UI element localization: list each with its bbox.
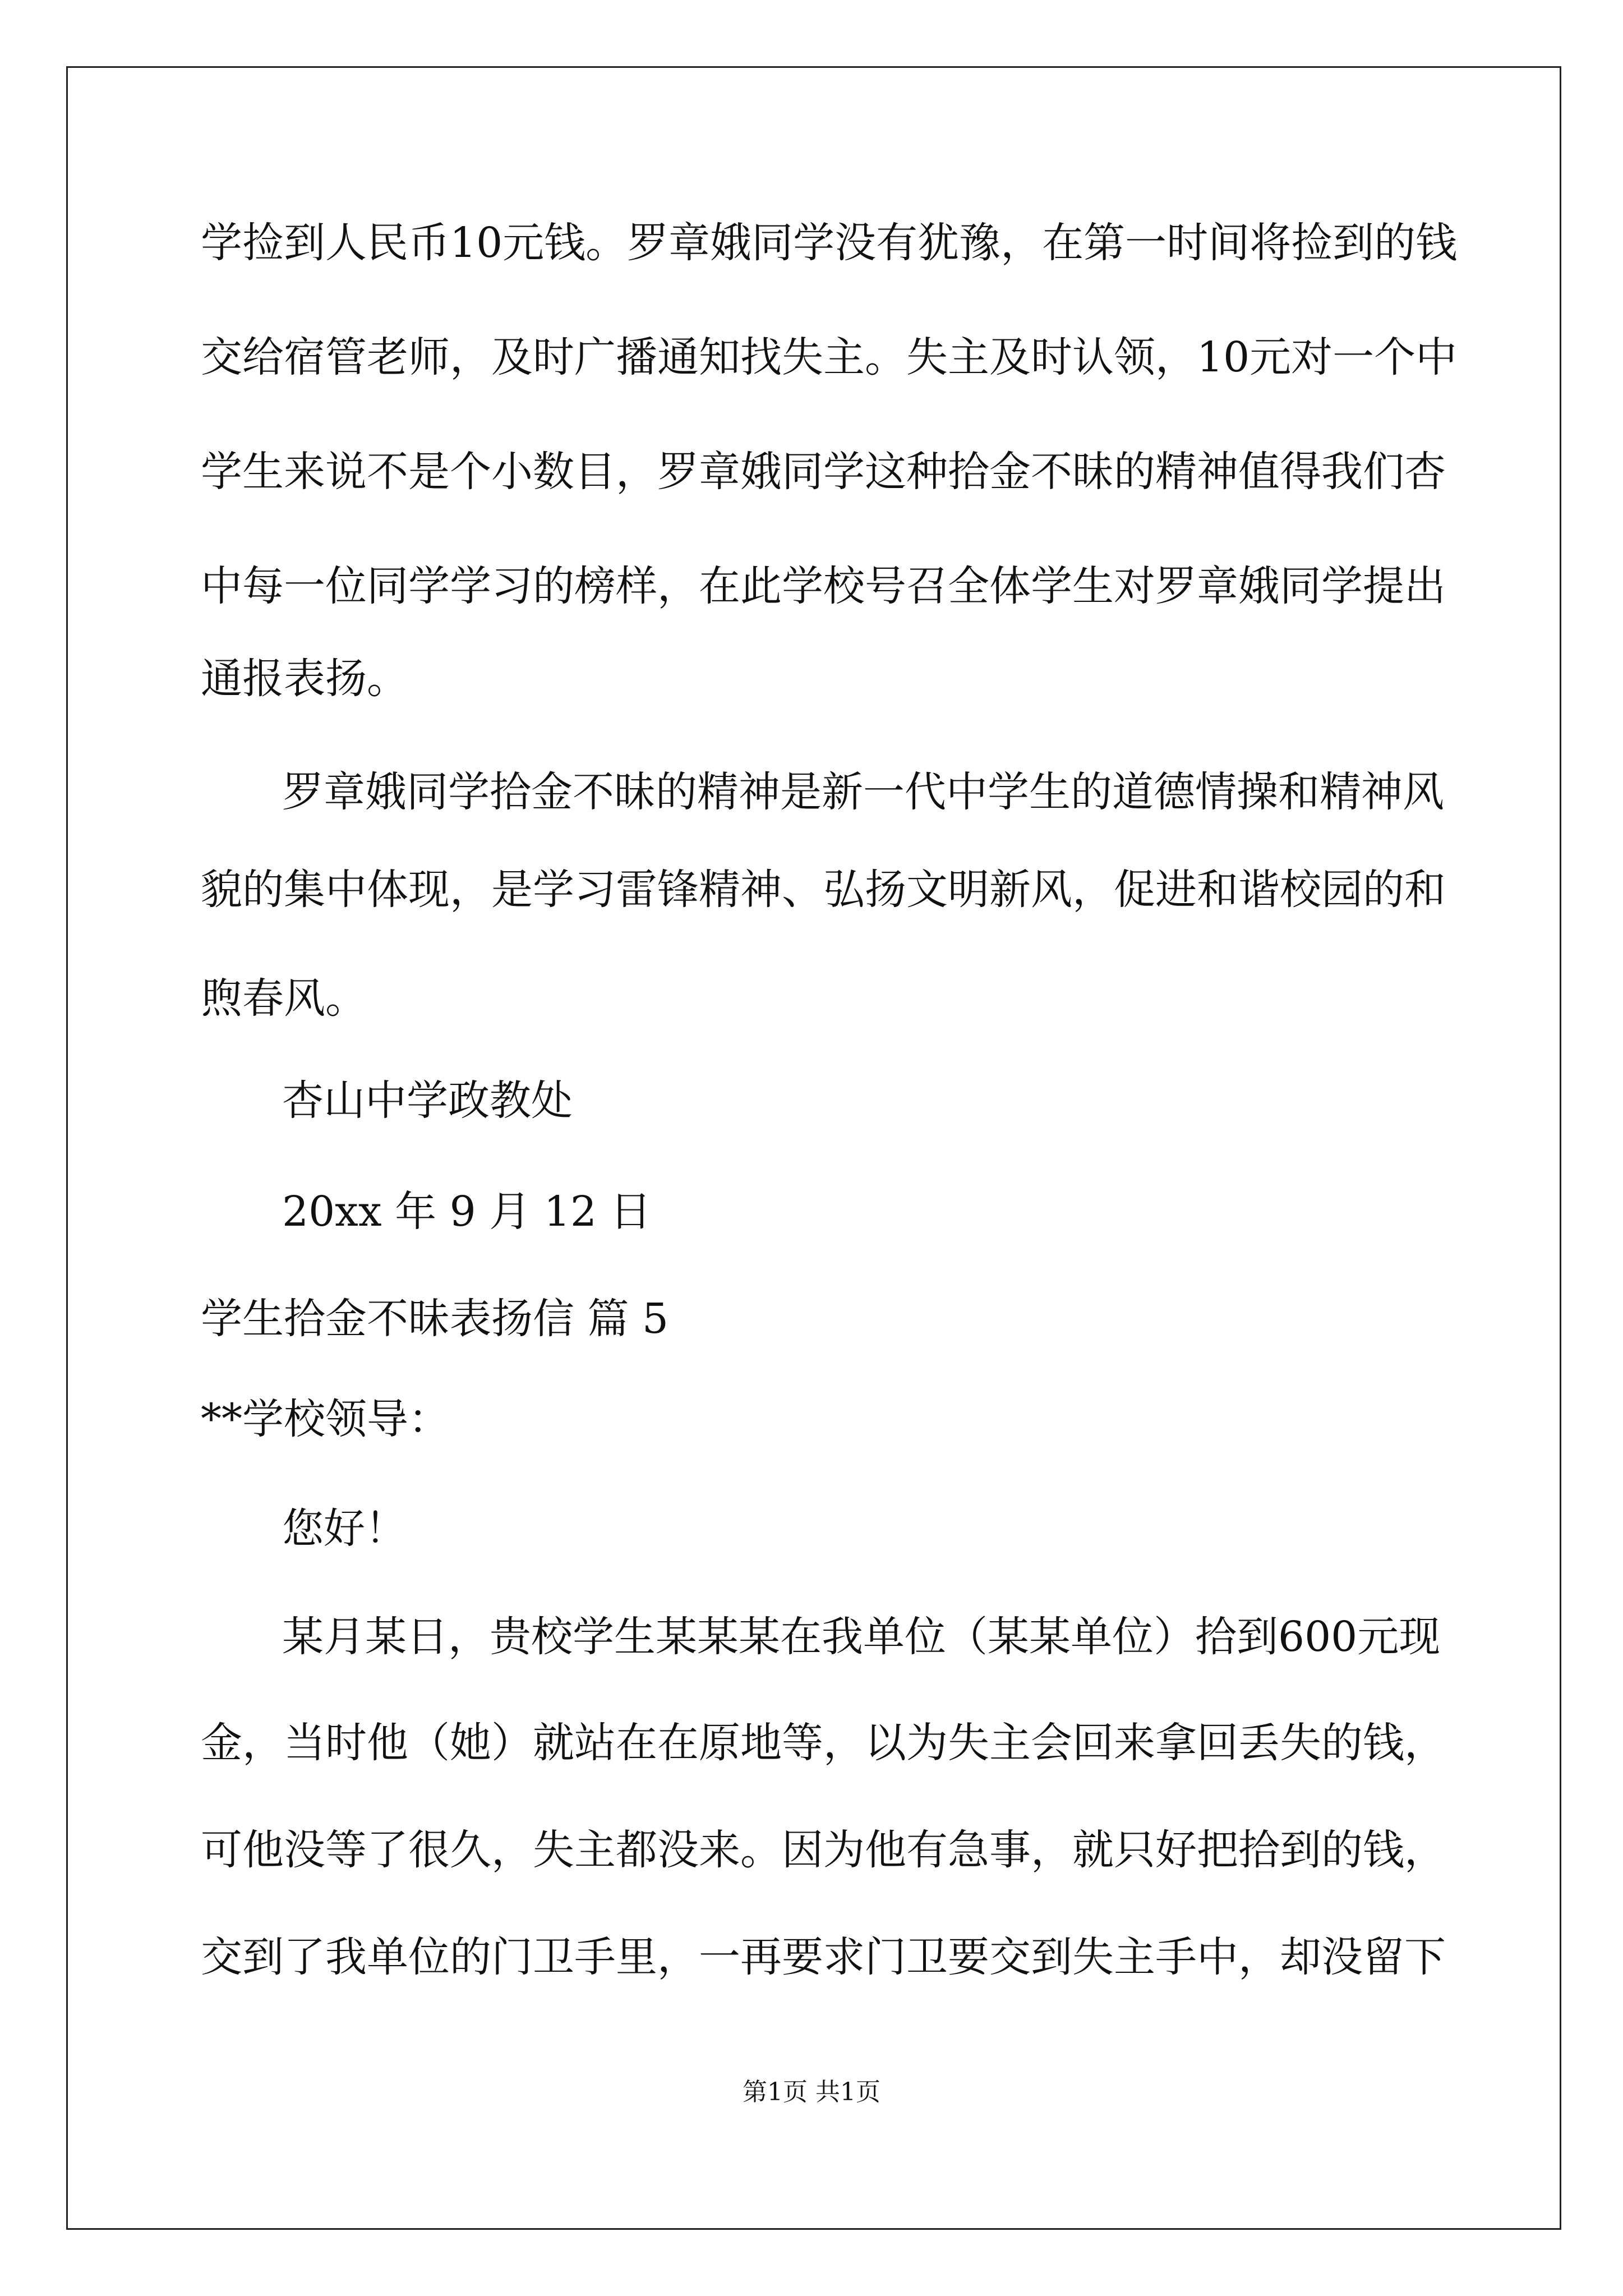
text-line: 某月某日，贵校学生某某某在我单位（某某单位）拾到600元现	[282, 1613, 1441, 1661]
text-line: 通报表扬。	[201, 655, 408, 703]
signature-org: 杏山中学政教处	[282, 1076, 573, 1125]
section-heading: 学生拾金不昧表扬信 篇 5	[201, 1295, 669, 1343]
signature-date: 20xx 年 9 月 12 日	[282, 1188, 652, 1236]
greeting: 您好！	[282, 1504, 407, 1553]
text-line: 可他没等了很久，失主都没来。因为他有急事，就只好把拾到的钱，	[201, 1826, 1446, 1874]
salutation: **学校领导：	[201, 1395, 450, 1443]
text-line: 金，当时他（她）就站在在原地等，以为失主会回来拿回丢失的钱，	[201, 1719, 1446, 1767]
text-line: 罗章娥同学拾金不昧的精神是新一代中学生的道德情操和精神风	[282, 768, 1444, 816]
text-line: 交给宿管老师，及时广播通知找失主。失主及时认领，10元对一个中	[201, 333, 1458, 381]
text-line: 煦春风。	[201, 974, 367, 1023]
page-footer: 第1页 共1页	[743, 2078, 880, 2106]
text-line: 交到了我单位的门卫手里，一再要求门卫要交到失主手中，却没留下	[201, 1933, 1446, 1981]
page-border	[66, 66, 1561, 2230]
text-line: 貌的集中体现，是学习雷锋精神、弘扬文明新风，促进和谐校园的和	[201, 866, 1446, 914]
text-line: 中每一位同学学习的榜样，在此学校号召全体学生对罗章娥同学提出	[201, 562, 1446, 610]
text-line: 学捡到人民币10元钱。罗章娥同学没有犹豫，在第一时间将捡到的钱	[201, 219, 1458, 267]
text-line: 学生来说不是个小数目，罗章娥同学这种拾金不昧的精神值得我们杏	[201, 448, 1446, 496]
